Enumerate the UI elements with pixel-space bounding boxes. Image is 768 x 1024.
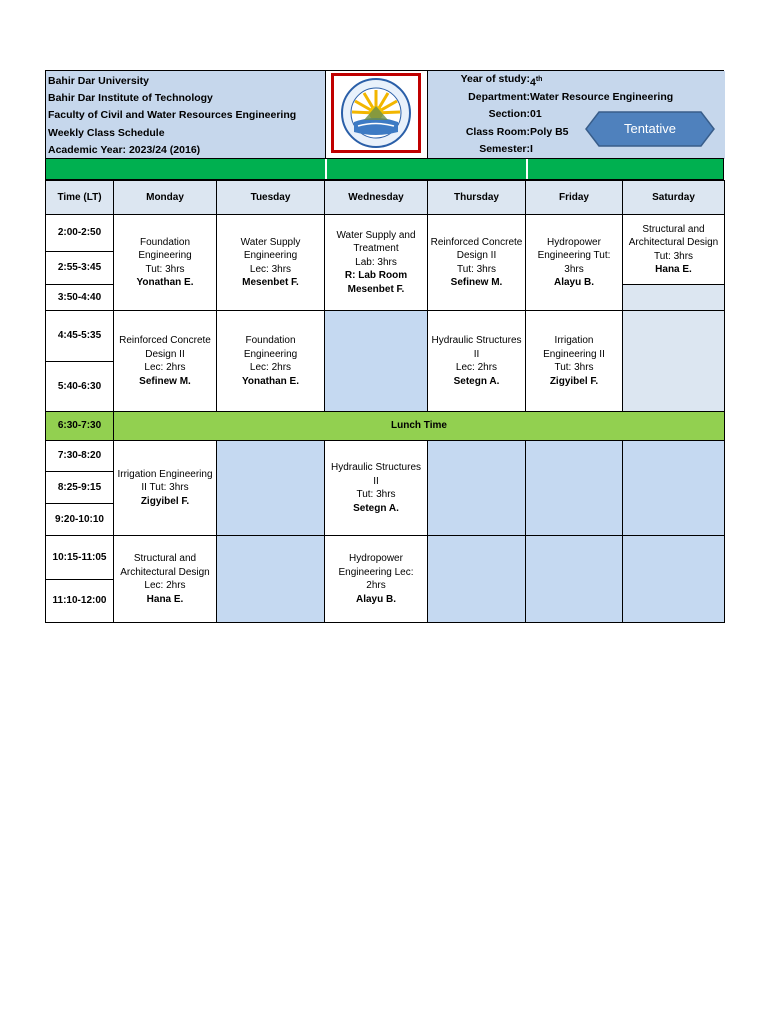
schedule-header <box>45 70 724 158</box>
empty-slot <box>217 536 325 623</box>
day-tuesday: Tuesday <box>217 181 325 215</box>
session-wed-hydropower-lec: Hydropower Engineering Lec: 2hrs Alayu B. <box>325 536 428 623</box>
table-row <box>46 441 725 472</box>
university-name: Bahir Dar University <box>48 75 149 87</box>
empty-slot <box>428 536 526 623</box>
time-slot: 11:10-12:00 <box>46 580 114 623</box>
lunch-row <box>46 412 725 441</box>
day-wednesday: Wednesday <box>325 181 428 215</box>
session-tue-foundation-lec: Foundation Engineering Lec: 2hrs Yonathan E. <box>217 311 325 412</box>
time-slot: 3:50-4:40 <box>46 285 114 311</box>
day-thursday: Thursday <box>428 181 526 215</box>
schedule-title: Weekly Class Schedule <box>48 126 165 139</box>
day-monday: Monday <box>114 181 217 215</box>
empty-slot <box>428 441 526 536</box>
empty-slot <box>217 441 325 536</box>
institute-name: Bahir Dar Institute of Technology <box>48 92 213 105</box>
session-mon-irrigation-tut: Irrigation Engineering II Tut: 3hrs Zigyibel F. <box>114 441 217 536</box>
time-slot: 9:20-10:10 <box>46 504 114 536</box>
day-saturday: Saturday <box>623 181 725 215</box>
time-slot: 10:15-11:05 <box>46 536 114 580</box>
empty-slot <box>325 311 428 412</box>
info-semester: Semester: I <box>479 143 533 155</box>
table-row <box>46 536 725 580</box>
timetable <box>45 180 725 623</box>
session-mon-structural-lec: Structural and Architectural Design Lec: 2hrs Hana E. <box>114 536 217 623</box>
university-seal-icon <box>331 73 421 153</box>
time-slot: 7:30-8:20 <box>46 441 114 472</box>
info-year: Year of study: 4th <box>460 73 543 89</box>
empty-slot <box>623 536 725 623</box>
session-wed-hydraulic-tut: Hydraulic Structures II Tut: 3hrs Setegn A. <box>325 441 428 536</box>
session-mon-rc-design-lec: Reinforced Concrete Design II Lec: 2hrs Sefinew M. <box>114 311 217 412</box>
session-sat-structural-tut: Structural and Architectural Design Tut: 3hrs Hana E. <box>623 215 725 285</box>
session-wed-water-supply-lab: Water Supply and Treatment Lab: 3hrs R: Lab Room Mesenbet F. <box>325 215 428 311</box>
session-fri-hydropower-tut: Hydropower Engineering Tut: 3hrs Alayu B. <box>526 215 623 311</box>
session-thu-rc-design-tut: Reinforced Concrete Design II Tut: 3hrs Sefinew M. <box>428 215 526 311</box>
day-friday: Friday <box>526 181 623 215</box>
time-column-header: Time (LT) <box>46 181 114 215</box>
table-row <box>46 215 725 252</box>
time-slot: 6:30-7:30 <box>46 412 114 441</box>
header-divider-bar <box>45 158 724 180</box>
schedule-sheet <box>45 70 724 623</box>
table-row <box>46 311 725 362</box>
empty-slot <box>623 285 725 311</box>
time-slot: 4:45-5:35 <box>46 311 114 362</box>
program-info <box>428 71 725 159</box>
time-slot: 8:25-9:15 <box>46 472 114 504</box>
info-section: Section: 01 <box>488 108 542 120</box>
session-thu-hydraulic-lec: Hydraulic Structures II Lec: 2hrs Setegn A. <box>428 311 526 412</box>
time-slot: 5:40-6:30 <box>46 362 114 412</box>
empty-slot <box>526 536 623 623</box>
tentative-badge: Tentative <box>585 111 715 147</box>
logo-cell <box>326 71 428 159</box>
empty-slot <box>526 441 623 536</box>
academic-year: Academic Year: 2023/24 (2016) <box>48 143 201 156</box>
session-mon-foundation-tut: Foundation Engineering Tut: 3hrs Yonathan E. <box>114 215 217 311</box>
empty-slot <box>623 311 725 412</box>
session-tue-water-supply-lec: Water Supply Engineering Lec: 3hrs Mesenbet F. <box>217 215 325 311</box>
session-fri-irrigation-tut: Irrigation Engineering II Tut: 3hrs Zigyibel F. <box>526 311 623 412</box>
time-slot: 2:55-3:45 <box>46 252 114 285</box>
info-classroom: Class Room: Poly B5 <box>465 125 569 138</box>
time-slot: 2:00-2:50 <box>46 215 114 252</box>
empty-slot <box>623 441 725 536</box>
day-header-row <box>46 181 725 215</box>
info-department: Department: Water Resource Engineering <box>468 90 674 103</box>
faculty-name: Faculty of Civil and Water Resources Engineering <box>48 109 297 122</box>
lunch-break: Lunch Time <box>114 412 725 441</box>
institution-block <box>46 71 326 159</box>
